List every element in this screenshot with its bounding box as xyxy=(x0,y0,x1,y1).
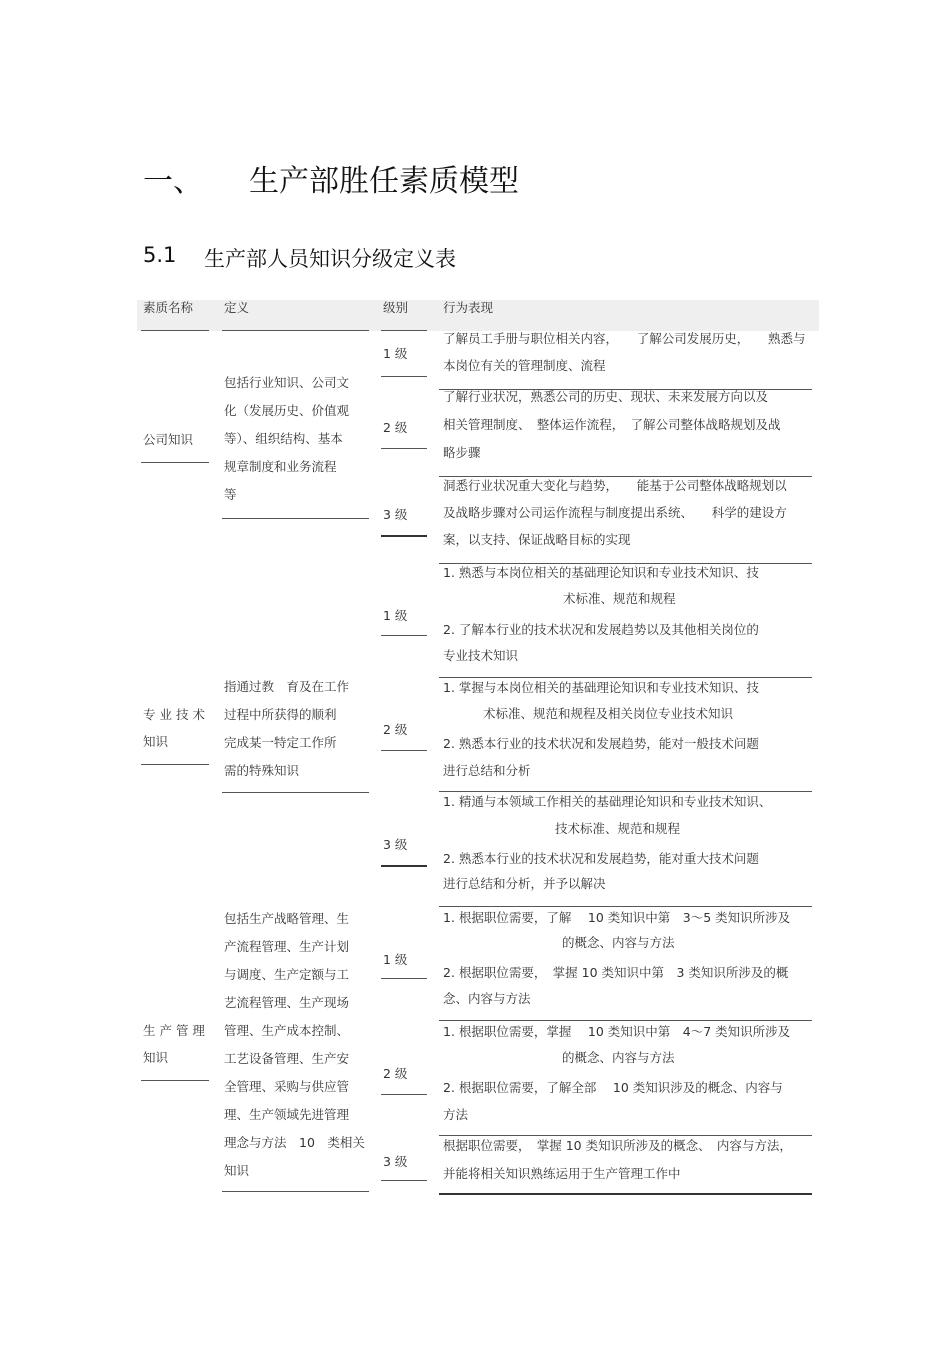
level-rule xyxy=(381,376,427,377)
definition-line: 工艺设备管理、生产安 xyxy=(224,1051,350,1066)
level-label: 1 级 xyxy=(383,952,408,967)
behavior-line: 的概念、内容与方法 xyxy=(562,935,675,950)
subsection-title: 生产部人员知识分级定义表 xyxy=(204,247,456,271)
behavior-line: 相关管理制度、 整体运作流程， 了解公司整体战略规划及战 xyxy=(443,417,781,432)
header-behavior: 行为表现 xyxy=(443,300,494,315)
definition-line: 包括生产战略管理、生 xyxy=(224,911,350,926)
definition-line: 等 xyxy=(224,487,237,502)
level-rule xyxy=(381,448,427,449)
competency-name: 生 产 管 理 xyxy=(143,1023,205,1038)
behavior-line: 术标准、规范和规程 xyxy=(563,591,676,606)
level-rule xyxy=(381,635,427,636)
header-definition: 定义 xyxy=(224,300,250,315)
definition-line: 全管理、采购与供应管 xyxy=(224,1079,350,1094)
level-label: 3 级 xyxy=(383,837,408,852)
level-label: 2 级 xyxy=(383,1066,408,1081)
definition-line: 指通过教 育及在工作 xyxy=(224,679,350,694)
behavior-line: 2. 根据职位需要， 掌握 10 类知识中第 3 类知识所涉及的概 xyxy=(443,965,789,980)
behavior-line: 及战略步骤对公司运作流程与制度提出系统、 科学的建设方 xyxy=(443,505,787,520)
definition-line: 化（发展历史、价值观 xyxy=(224,403,350,418)
header-rule-name xyxy=(141,330,209,331)
behavior-line: 的概念、内容与方法 xyxy=(562,1050,675,1065)
behavior-line: 1. 精通与本领域工作相关的基础理论知识和专业技术知识、 xyxy=(443,794,772,809)
section-number: 一、 xyxy=(143,164,203,199)
level-label: 2 级 xyxy=(383,420,408,435)
level-rule xyxy=(381,1094,427,1095)
level-label: 3 级 xyxy=(383,1154,408,1169)
header-rule-definition xyxy=(222,330,369,331)
header-name: 素质名称 xyxy=(143,300,194,315)
level-rule xyxy=(381,535,427,537)
behavior-line: 术标准、规范和规程及相关岗位专业技术知识 xyxy=(483,706,734,721)
definition-rule xyxy=(222,792,369,793)
name-rule xyxy=(141,462,209,463)
name-rule xyxy=(141,1080,209,1081)
level-label: 3 级 xyxy=(383,507,408,522)
competency-name: 专 业 技 术 xyxy=(143,707,205,722)
behavior-line: 2. 熟悉本行业的技术状况和发展趋势，能对一般技术问题 xyxy=(443,736,759,751)
behavior-line: 2. 根据职位需要，了解全部 10 类知识涉及的概念、内容与 xyxy=(443,1080,783,1095)
header-rule-level xyxy=(381,330,427,331)
behavior-line: 念、内容与方法 xyxy=(443,991,531,1006)
behavior-line: 略步骤 xyxy=(443,445,481,460)
definition-line: 需的特殊知识 xyxy=(224,763,300,778)
level-label: 1 级 xyxy=(383,346,408,361)
competency-name: 知识 xyxy=(143,734,169,749)
behavior-line: 进行总结和分析 xyxy=(443,763,531,778)
behavior-line: 1. 熟悉与本岗位相关的基础理论知识和专业技术知识、技 xyxy=(443,565,759,580)
definition-line: 理、生产领域先进管理 xyxy=(224,1107,350,1122)
behavior-line: 2. 熟悉本行业的技术状况和发展趋势，能对重大技术问题 xyxy=(443,851,759,866)
behavior-line: 了解员工手册与职位相关内容， 了解公司发展历史， 熟悉与 xyxy=(443,331,806,346)
definition-line: 知识 xyxy=(224,1163,250,1178)
definition-line: 等）、组织结构、基本 xyxy=(224,431,343,446)
level-rule xyxy=(381,865,427,867)
definition-line: 与调度、生产定额与工 xyxy=(224,967,350,982)
name-rule xyxy=(141,764,209,765)
behavior-line: 2. 了解本行业的技术状况和发展趋势以及其他相关岗位的 xyxy=(443,622,759,637)
behavior-line: 1. 掌握与本岗位相关的基础理论知识和专业技术知识、技 xyxy=(443,680,759,695)
behavior-line: 本岗位有关的管理制度、流程 xyxy=(443,358,606,373)
definition-line: 产流程管理、生产计划 xyxy=(224,939,350,954)
level-rule xyxy=(381,750,427,751)
definition-line: 完成某一特定工作所 xyxy=(224,735,337,750)
competency-name: 公司知识 xyxy=(143,432,194,447)
definition-line: 规章制度和业务流程 xyxy=(224,459,337,474)
subsection-number: 5.1 xyxy=(143,243,177,267)
definition-line: 过程中所获得的顺利 xyxy=(224,707,337,722)
definition-line: 包括行业知识、公司文 xyxy=(224,375,350,390)
behavior-line: 进行总结和分析，并予以解决 xyxy=(443,876,606,891)
definition-line: 理念与方法 10 类相关 xyxy=(224,1135,365,1150)
behavior-line: 了解行业状况，熟悉公司的历史、现状、未来发展方向以及 xyxy=(443,389,769,404)
table-bottom-rule xyxy=(439,1193,812,1195)
level-label: 2 级 xyxy=(383,722,408,737)
behavior-line: 根据职位需要， 掌握 10 类知识所涉及的概念、 内容与方法， xyxy=(443,1138,792,1153)
behavior-line: 案，以支持、保证战略目标的实现 xyxy=(443,532,631,547)
header-level: 级别 xyxy=(383,300,409,315)
behavior-line: 1. 根据职位需要，掌握 10 类知识中第 4～7 类知识所涉及 xyxy=(443,1024,791,1039)
page-title: 生产部胜任素质模型 xyxy=(249,164,519,199)
behavior-line: 技术标准、规范和规程 xyxy=(555,821,681,836)
level-label: 1 级 xyxy=(383,608,408,623)
behavior-line: 1. 根据职位需要，了解 10 类知识中第 3～5 类知识所涉及 xyxy=(443,910,791,925)
behavior-line: 并能将相关知识熟练运用于生产管理工作中 xyxy=(443,1166,681,1181)
definition-rule xyxy=(222,1191,369,1192)
definition-rule xyxy=(222,518,369,519)
behavior-line: 方法 xyxy=(443,1107,469,1122)
level-rule xyxy=(381,1180,427,1181)
behavior-line: 专业技术知识 xyxy=(443,648,519,663)
behavior-line: 洞悉行业状况重大变化与趋势， 能基于公司整体战略规划以 xyxy=(443,478,787,493)
definition-line: 艺流程管理、生产现场 xyxy=(224,995,350,1010)
level-rule xyxy=(381,978,427,979)
competency-name: 知识 xyxy=(143,1050,169,1065)
definition-line: 管理、生产成本控制、 xyxy=(224,1023,350,1038)
